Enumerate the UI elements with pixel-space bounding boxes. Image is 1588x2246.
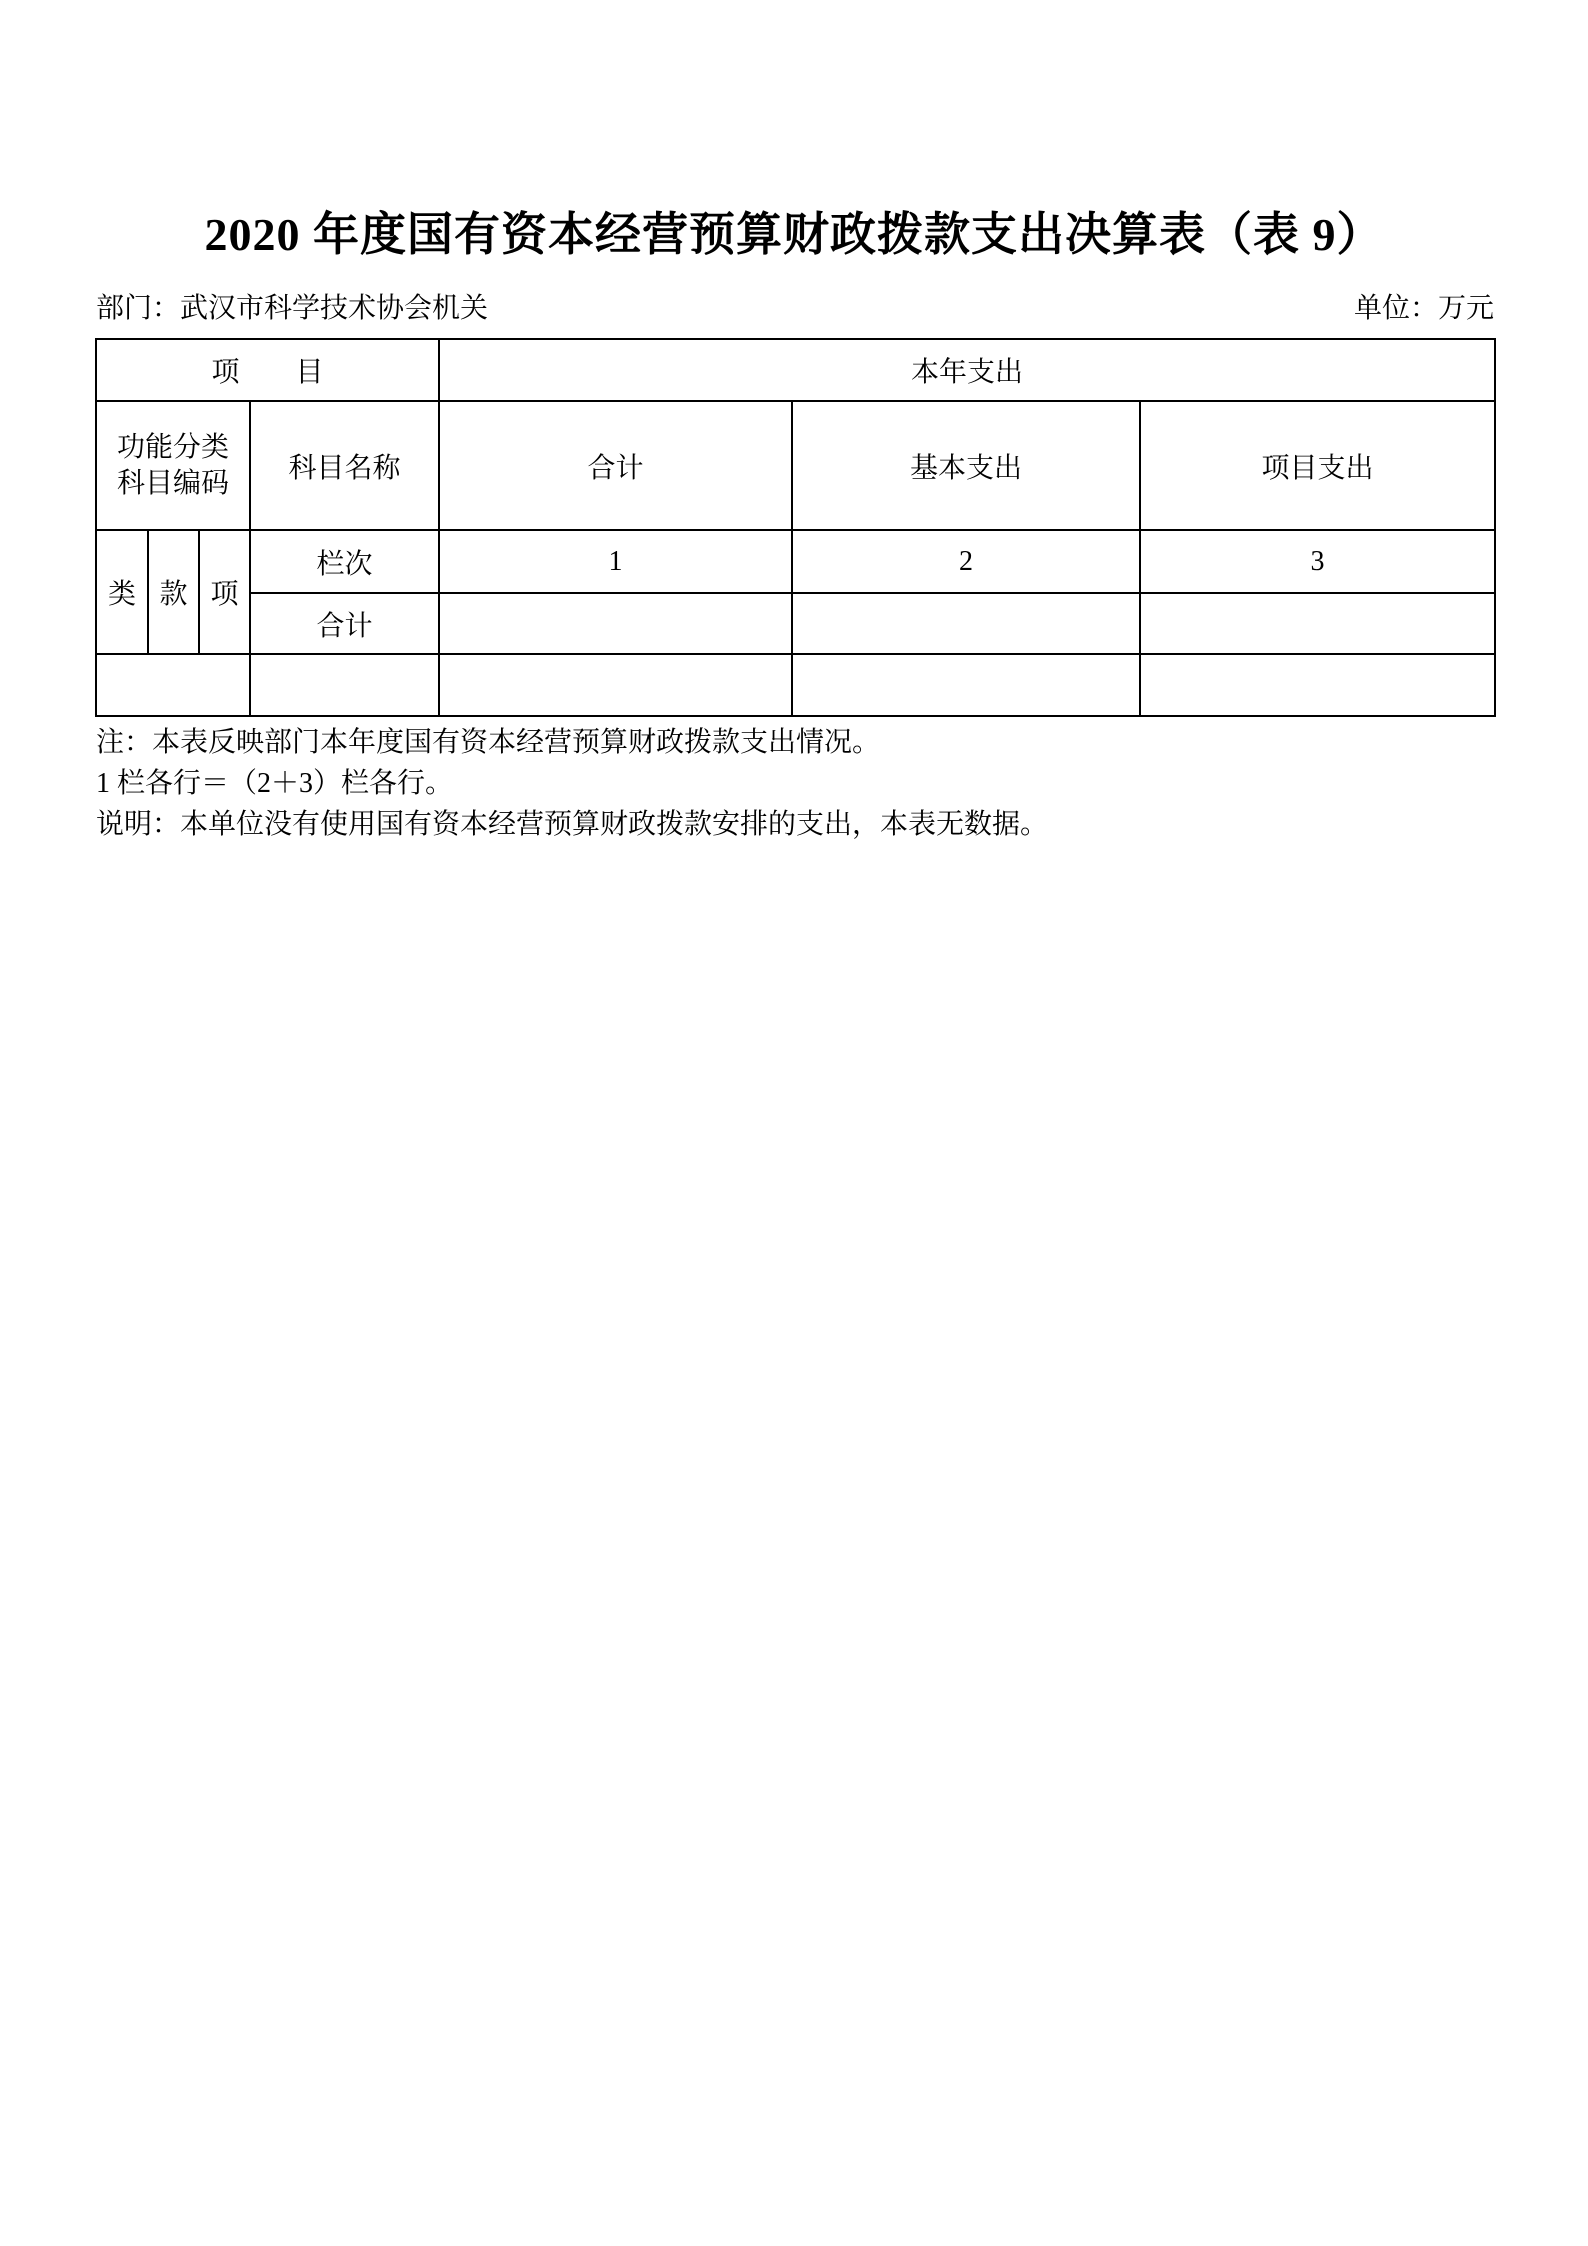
empty-row-project-cell bbox=[1140, 654, 1495, 716]
header-project-expenditure-cell: 项目支出 bbox=[1140, 401, 1495, 530]
total-row-label-cell: 合计 bbox=[250, 593, 439, 654]
total-row-project-cell bbox=[1140, 593, 1495, 654]
functional-code-line1: 功能分类 bbox=[116, 431, 229, 463]
note-line: 1 栏各行＝（2＋3）栏各行。 bbox=[96, 768, 454, 799]
empty-row-total-cell bbox=[439, 654, 792, 716]
unit-label: 单位：万元 bbox=[1353, 293, 1494, 324]
note-line: 说明：本单位没有使用国有资本经营预算财政拨款安排的支出，本表无数据。 bbox=[96, 809, 1049, 840]
table-row bbox=[96, 401, 1495, 530]
table-row-total bbox=[96, 593, 1495, 654]
total-row-total-cell bbox=[439, 593, 792, 654]
table-row-empty bbox=[96, 654, 1495, 716]
column-index-1-cell: 1 bbox=[439, 530, 792, 593]
header-item-cell: 项 目 bbox=[96, 339, 439, 401]
meta-row bbox=[96, 292, 1494, 326]
header-basic-expenditure-cell: 基本支出 bbox=[792, 401, 1140, 530]
header-current-year-cell: 本年支出 bbox=[439, 339, 1495, 401]
total-row-basic-cell bbox=[792, 593, 1140, 654]
table-row bbox=[96, 339, 1495, 401]
column-index-3-cell: 3 bbox=[1140, 530, 1495, 593]
page-title: 2020 年度国有资本经营预算财政拨款支出决算表（表 9） bbox=[204, 209, 1384, 260]
empty-row-basic-cell bbox=[792, 654, 1140, 716]
header-section-cell: 款 bbox=[148, 530, 199, 654]
column-index-2-cell: 2 bbox=[792, 530, 1140, 593]
notes-block bbox=[96, 722, 1494, 845]
table-row bbox=[96, 530, 1495, 593]
note-line: 注：本表反映部门本年度国有资本经营预算财政拨款支出情况。 bbox=[96, 727, 881, 758]
department-label: 部门：武汉市科学技术协会机关 bbox=[96, 293, 489, 324]
header-column-index-label-cell: 栏次 bbox=[250, 530, 439, 593]
empty-row-code-cell bbox=[96, 654, 250, 716]
header-category-cell: 类 bbox=[96, 530, 148, 654]
header-sub-item-cell: 项 bbox=[199, 530, 250, 654]
budget-table bbox=[95, 338, 1496, 717]
header-total-cell: 合计 bbox=[439, 401, 792, 530]
header-subject-name-cell: 科目名称 bbox=[250, 401, 439, 530]
functional-code-line2: 科目编码 bbox=[116, 467, 229, 499]
header-functional-code-cell bbox=[96, 401, 250, 530]
empty-row-name-cell bbox=[250, 654, 439, 716]
